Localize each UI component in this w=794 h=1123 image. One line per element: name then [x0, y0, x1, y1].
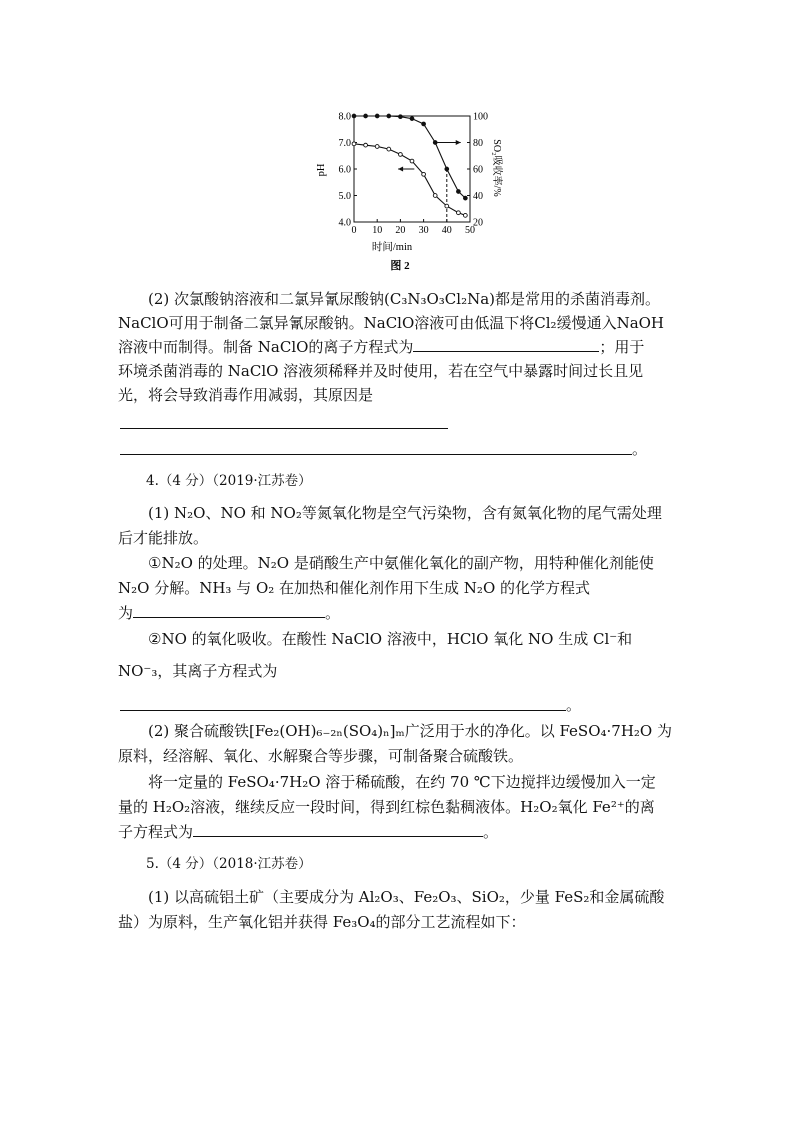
so2-point [422, 122, 426, 126]
q2-line-5: 光，将会导致消毒作用减弱，其原因是 [118, 386, 374, 404]
q5-p1-line-1: (1) 以高硫铝土矿（主要成分为 Al₂O₃、Fe₂O₃、SiO₂，少量 FeS₂和金属硫酸 [148, 888, 665, 906]
y-right-tick-label: 20 [473, 217, 483, 229]
series-line-ph [354, 144, 465, 216]
q4-p5-line-2: 量的 H₂O₂溶液，继续反应一段时间，得到红棕色黏稠液体。H₂O₂氧化 Fe²⁺的离 [118, 798, 655, 816]
q4-p2-end: 。 [325, 604, 341, 622]
ph-axis-arrow-head [398, 167, 403, 172]
y-left-tick-label: 5.0 [338, 191, 351, 202]
so2-point [463, 196, 467, 200]
so2-point [364, 114, 368, 118]
q5-p1-line-2: 盐）为原料，生产氧化铝并获得 Fe₃O₄的部分工艺流程如下： [118, 913, 526, 931]
q5-header: 5.（4 分）（2018·江苏卷） [146, 856, 312, 872]
series-line-so2-absorption [354, 116, 465, 198]
q4-p5-prefix: 子方程式为 [118, 823, 194, 841]
ph-point [399, 153, 403, 157]
so2-point [352, 114, 356, 118]
x-tick-label: 10 [372, 225, 383, 236]
so2-point [399, 115, 403, 119]
q2-end-period: 。 [632, 440, 648, 458]
answer-blank-ionic-equation[interactable] [413, 337, 599, 352]
q4-p2-prefix: 为 [118, 604, 134, 622]
x-axis-label: 时间/min [371, 242, 413, 253]
ph-point [422, 172, 426, 176]
q4-p5-line-3 [118, 821, 498, 843]
so2-point [387, 114, 391, 118]
y-left-tick-label: 4.0 [338, 217, 351, 229]
ph-point [387, 147, 391, 151]
ph-point [433, 194, 437, 198]
answer-blank-reason-1[interactable] [120, 428, 448, 429]
y-left-tick-label: 6.0 [338, 164, 351, 176]
q2-line-3 [118, 336, 644, 358]
q2-line-1: (2) 次氯酸钠溶液和二氯异氰尿酸钠(C₃N₃O₃Cl₂Na)都是常用的杀菌消毒剂。 [148, 290, 661, 308]
q4-p1-line-1: (1) N₂O、NO 和 NO₂等氮氧化物是空气污染物，含有氮氧化物的尾气需处理 [148, 504, 662, 522]
ph-point [410, 159, 414, 163]
so2-point [410, 117, 414, 121]
q2-line-3-text: 溶液中而制得。制备 NaClO的离子方程式为 [118, 338, 414, 356]
q4-p4-line-2: 原料，经溶解、氧化、水解聚合等步骤，可制备聚合硫酸铁。 [118, 747, 524, 765]
answer-blank-no-oxidation[interactable] [120, 710, 566, 711]
figure-2-chart [318, 104, 500, 276]
q4-p3-line-2: NO⁻₃，其离子方程式为 [118, 662, 278, 680]
y-left-tick-label: 8.0 [338, 111, 351, 123]
so2-point [445, 167, 449, 171]
q4-header: 4.（4 分）（2019·江苏卷） [146, 473, 312, 489]
q4-p3-end: 。 [566, 696, 582, 714]
q2-line-2: NaClO可用于制备二氯异氰尿酸钠。NaClO溶液可由低温下将Cl₂缓慢通入NaOH [118, 314, 665, 332]
so2-point [375, 114, 379, 118]
q4-p4-line-1: (2) 聚合硫酸铁[Fe₂(OH)₆₋₂ₙ(SO₄)ₙ]ₘ广泛用于水的净化。以 FeSO₄·7H₂O 为 [148, 722, 672, 740]
y-right-tick-label: 80 [473, 138, 483, 149]
ph-point [457, 211, 461, 215]
x-tick-label: 20 [395, 225, 406, 236]
x-tick-label: 40 [441, 225, 452, 236]
q4-p5-line-1: 将一定量的 FeSO₄·7H₂O 溶于稀硫酸，在约 70 ℃下边搅拌边缓慢加入一定 [148, 773, 656, 791]
answer-blank-chemical-equation[interactable] [133, 603, 325, 618]
q2-line-4: 环境杀菌消毒的 NaClO 溶液须稀释并及时使用，若在空气中暴露时间过长且见 [118, 362, 644, 380]
x-tick-label: 0 [351, 225, 357, 236]
y-axis-left-label: pH [316, 163, 327, 177]
x-tick-label: 50 [465, 225, 475, 236]
answer-blank-h2o2-fe2[interactable] [193, 822, 483, 837]
q4-p2-line-2: N₂O 分解。NH₃ 与 O₂ 在加热和催化剂作用下生成 N₂O 的化学方程式 [118, 579, 591, 597]
so2-axis-arrow-head [456, 140, 461, 145]
ph-point [364, 143, 368, 147]
ph-point [445, 204, 449, 208]
ph-point [352, 142, 356, 146]
y-right-tick-label: 60 [473, 164, 483, 176]
y-left-tick-label: 7.0 [338, 138, 351, 149]
q2-line-3-tail: ；用于 [599, 338, 645, 356]
y-right-tick-label: 40 [473, 191, 483, 202]
figure-caption: 图 2 [390, 260, 410, 272]
so2-point [457, 190, 461, 194]
y-right-tick-label: 100 [473, 111, 488, 123]
q4-p5-end: 。 [483, 823, 499, 841]
q4-p1-line-2: 后才能排放。 [118, 529, 209, 547]
q4-p2-line-3 [118, 602, 340, 624]
answer-blank-reason-2[interactable] [120, 454, 632, 455]
x-tick-label: 30 [418, 225, 429, 236]
q4-p3-line-1: ②NO 的氧化吸收。在酸性 NaClO 溶液中，HClO 氧化 NO 生成 Cl⁻和 [148, 630, 633, 648]
q4-p2-line-1: ①N₂O 的处理。N₂O 是硝酸生产中氨催化氧化的副产物，用特种催化剂能使 [148, 554, 654, 572]
so2-point [433, 141, 437, 145]
ph-point [463, 213, 467, 217]
ph-point [375, 145, 379, 149]
y-axis-right-label: SO₂吸收率/% [491, 139, 502, 197]
